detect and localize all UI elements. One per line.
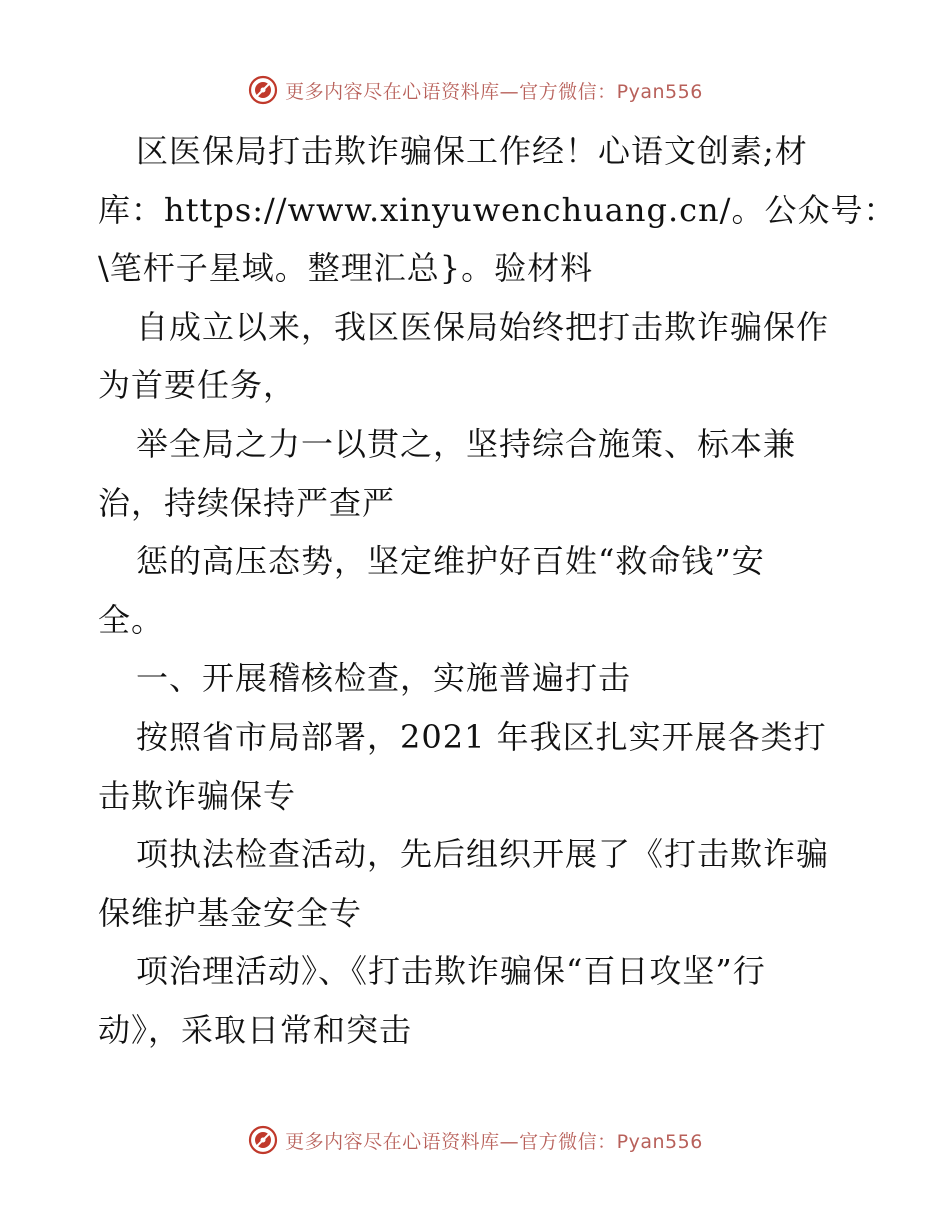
footer-watermark-banner [0,1120,950,1160]
document-body [98,122,897,1060]
seal-logo-icon [247,1124,279,1156]
header-watermark-banner [0,70,950,110]
text-line: 为首要任务， [98,366,297,405]
seal-logo-icon [247,74,279,106]
text-line: 自成立以来，我区医保局始终把打击欺诈骗保作 [136,307,830,346]
text-line: 击欺诈骗保专 [98,776,297,815]
banner-text: 更多内容尽在心语资料库—官方微信：Pyan556 [285,80,703,103]
text-line: 惩的高压态势，坚定维护好百姓“救命钱”安 [136,542,765,581]
text-line: 按照省市局部署，2021 年我区扎实开展各类打 [136,717,827,756]
text-line: 治，持续保持严查严 [98,483,396,522]
text-line: 项治理活动》、《打击欺诈骗保“百日攻坚”行 [136,952,766,991]
text-line: 库：https://www.xinyuwenchuang.cn/。公众号： [98,190,897,229]
text-line: \笔杆子星域。整理汇总}。验材料 [98,249,594,288]
section-heading: 一、开展稽核检查，实施普遍打击 [136,659,632,698]
banner-text: 更多内容尽在心语资料库—官方微信：Pyan556 [285,1130,703,1153]
text-line: 全。 [98,600,165,639]
text-line: 举全局之力一以贯之，坚持综合施策、标本兼 [136,424,797,463]
text-line: 保维护基金安全专 [98,893,363,932]
text-line: 动》，采取日常和突击 [98,1010,413,1049]
text-line: 区医保局打击欺诈骗保工作经！心语文创素;材 [136,132,808,170]
text-line: 项执法检查活动，先后组织开展了《打击欺诈骗 [136,835,830,874]
